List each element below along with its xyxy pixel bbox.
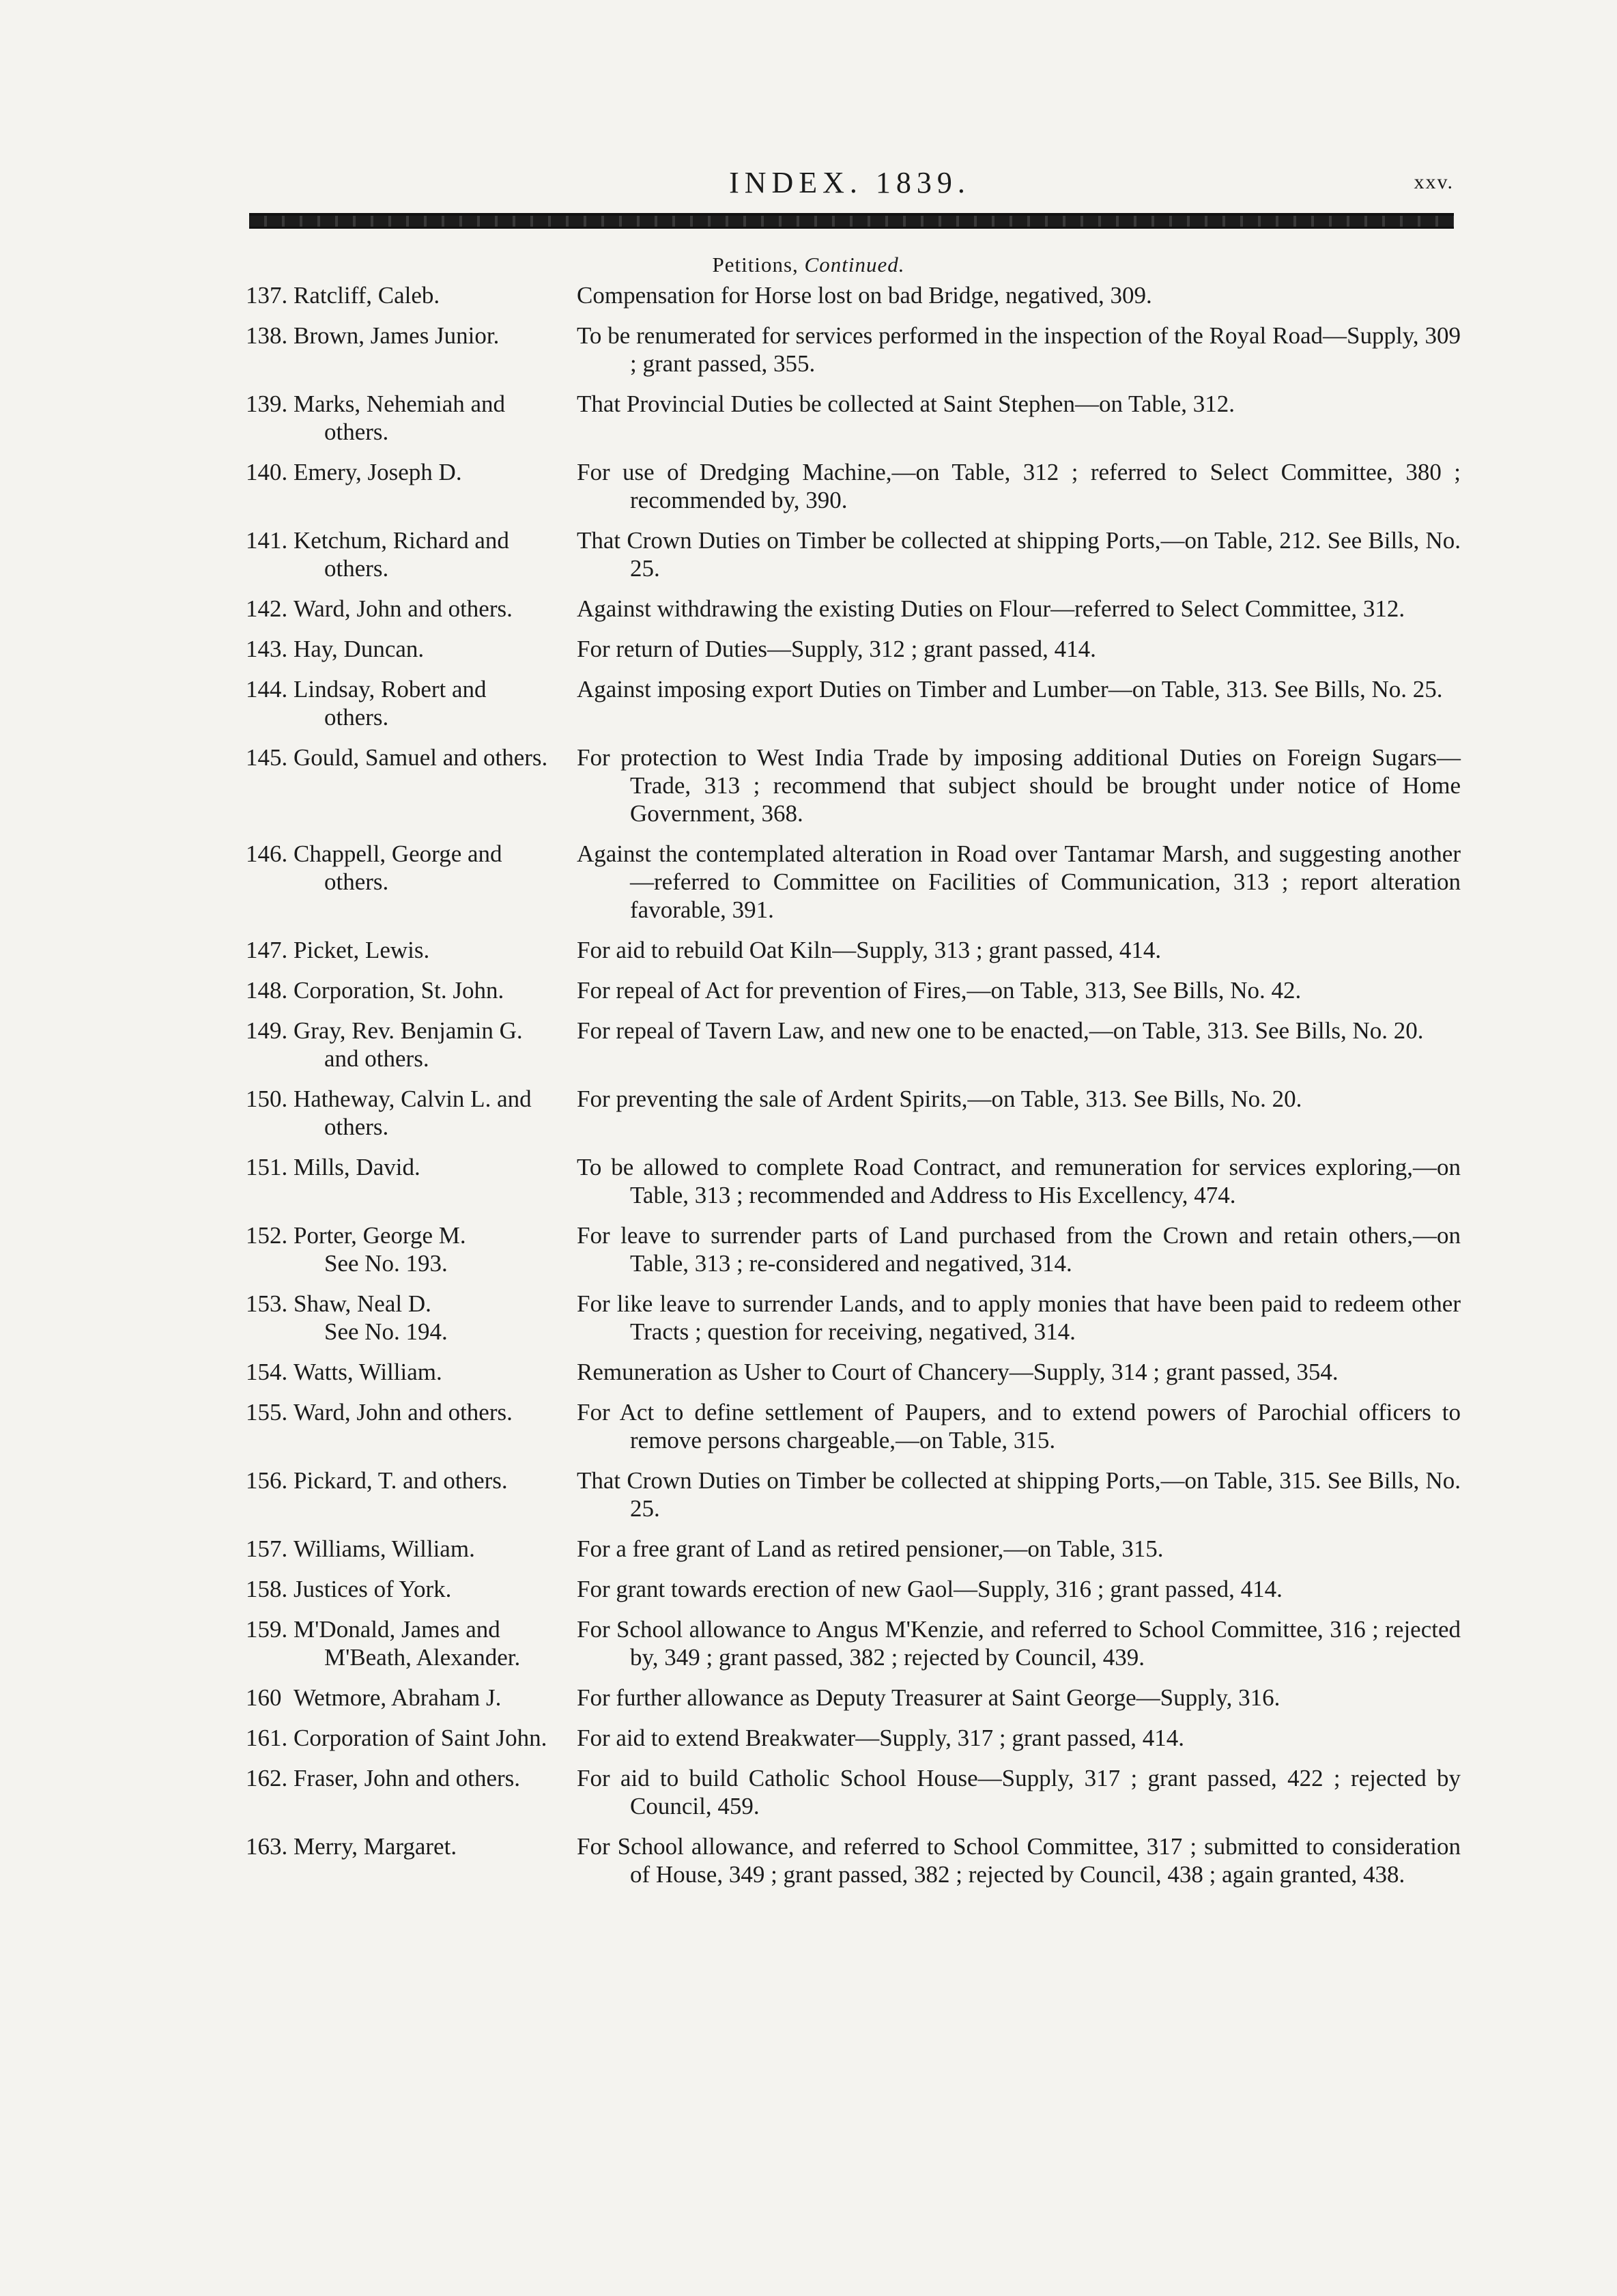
petitioner	[246, 743, 577, 827]
list-item	[246, 1684, 1461, 1712]
petitioner	[246, 1017, 577, 1073]
entry-number: 153.	[246, 1290, 288, 1317]
petitioner-name: Williams, William.	[294, 1535, 475, 1562]
petitioner-name: M'Donald, James and	[294, 1616, 500, 1643]
entry-number: 155.	[246, 1399, 288, 1426]
entry-number: 140.	[246, 459, 288, 485]
list-item	[246, 1832, 1461, 1888]
petitioner-name: Watts, William.	[294, 1359, 442, 1385]
petitioner-name: Gould, Samuel and others.	[294, 744, 548, 771]
list-item	[246, 1535, 1461, 1563]
petition-subject: For aid to rebuild Oat Kiln—Supply, 313 ; grant passed, 414.	[577, 937, 1162, 963]
petition-subject: For preventing the sale of Ardent Spirits,—on Table, 313. See Bills, No. 20.	[577, 1086, 1302, 1112]
entry-number: 146.	[246, 840, 288, 867]
petitioner-name: Fraser, John and others.	[294, 1765, 521, 1791]
petitioner	[246, 1684, 577, 1712]
list-item	[246, 1764, 1461, 1820]
petitioner	[246, 1615, 577, 1671]
entry-number: 144.	[246, 676, 288, 703]
petitioner-name-continued: others.	[324, 1114, 389, 1140]
petitioner-name-continued: M'Beath, Alexander.	[324, 1644, 521, 1671]
petitioner-name: Hay, Duncan.	[294, 636, 425, 662]
petition-list	[246, 281, 1461, 1901]
petition-subject: For aid to build Catholic School House—Supply, 317 ; grant passed, 422 ; rejected by Council, 459.	[577, 1765, 1461, 1819]
entry-number: 139.	[246, 391, 288, 417]
petition-subject: For grant towards erection of new Gaol—Supply, 316 ; grant passed, 414.	[577, 1576, 1283, 1602]
petitioner-name: Porter, George M.	[294, 1222, 466, 1249]
list-item	[246, 743, 1461, 827]
entry-number: 142.	[246, 595, 288, 622]
petitioner-name: Ratcliff, Caleb.	[294, 282, 440, 309]
petitioner-name-continued: others.	[324, 868, 389, 895]
petition-subject: For use of Dredging Machine,—on Table, 312 ; referred to Select Committee, 380 ; recommended by, 390.	[577, 459, 1461, 513]
list-item	[246, 976, 1461, 1004]
petitioner-name: Ketchum, Richard and	[294, 527, 509, 554]
petitioner	[246, 936, 577, 964]
petition-subject: For Act to define settlement of Paupers, and to extend powers of Parochial officers to remove persons chargeable,—on Table, 315.	[577, 1399, 1461, 1454]
petitioner-name: Corporation, St. John.	[294, 977, 504, 1004]
list-item	[246, 1398, 1461, 1454]
petitioner	[246, 1466, 577, 1522]
page-number: xxv.	[1414, 171, 1454, 193]
petition-subject: For repeal of Act for prevention of Fires,—on Table, 313, See Bills, No. 42.	[577, 977, 1302, 1004]
petition-subject: Against withdrawing the existing Duties on Flour—referred to Select Committee, 312.	[577, 595, 1405, 622]
list-item	[246, 1724, 1461, 1752]
list-item	[246, 1017, 1461, 1073]
petitioner	[246, 675, 577, 731]
petition-subject: Remuneration as Usher to Court of Chancery—Supply, 314 ; grant passed, 354.	[577, 1359, 1339, 1385]
petitioner	[246, 1724, 577, 1752]
petition-subject: That Provincial Duties be collected at Saint Stephen—on Table, 312.	[577, 391, 1235, 417]
petitioner-name-continued: See No. 193.	[324, 1250, 448, 1277]
petition-subject: For School allowance, and referred to School Committee, 317 ; submitted to consideration of House, 349 ; grant passed, 382 ; rejected by Council, 438 ; again granted, 438.	[577, 1833, 1461, 1888]
petitioner-name: Hatheway, Calvin L. and	[294, 1086, 532, 1112]
petitioner	[246, 976, 577, 1004]
list-item	[246, 1085, 1461, 1141]
petitioner	[246, 1358, 577, 1386]
entry-number: 151.	[246, 1154, 288, 1180]
petitioner	[246, 390, 577, 446]
list-item	[246, 1358, 1461, 1386]
petitioner	[246, 1085, 577, 1141]
petitioner-name: Shaw, Neal D.	[294, 1290, 431, 1317]
entry-number: 156.	[246, 1467, 288, 1494]
petitioner	[246, 322, 577, 378]
petitioner	[246, 526, 577, 582]
page-header	[246, 165, 1454, 206]
petition-subject: Against the contemplated alteration in Road over Tantamar Marsh, and suggesting another—referred to Committee on Facilities of Communication, 313 ; report alteration favorable, 391.	[577, 840, 1461, 923]
entry-number: 150.	[246, 1086, 288, 1112]
entry-number: 154.	[246, 1359, 288, 1385]
petitioner	[246, 1575, 577, 1603]
entry-number: 162.	[246, 1765, 288, 1791]
petition-subject: For repeal of Tavern Law, and new one to be enacted,—on Table, 313. See Bills, No. 20.	[577, 1017, 1424, 1044]
petitioner	[246, 635, 577, 663]
list-item	[246, 936, 1461, 964]
entry-number: 138.	[246, 322, 288, 349]
petition-subject: Compensation for Horse lost on bad Bridge, negatived, 309.	[577, 282, 1152, 309]
petition-subject: That Crown Duties on Timber be collected at shipping Ports,—on Table, 315. See Bills, No. 25.	[577, 1467, 1461, 1522]
petitioner	[246, 1764, 577, 1820]
petition-subject: For protection to West India Trade by imposing additional Duties on Foreign Sugars—Trade, 313 ; recommend that subject should be brought under notice of Home Government, 368.	[577, 744, 1461, 827]
petition-subject: For a free grant of Land as retired pensioner,—on Table, 315.	[577, 1535, 1164, 1562]
list-item	[246, 281, 1461, 309]
petitioner-name-continued: others.	[324, 555, 389, 582]
petitioner	[246, 1535, 577, 1563]
petitioner-name: Merry, Margaret.	[294, 1833, 457, 1860]
petition-subject: To be allowed to complete Road Contract, and remuneration for services exploring,—on Table, 313 ; recommended and Address to His Excellency, 474.	[577, 1154, 1461, 1208]
list-item	[246, 1575, 1461, 1603]
petitioner-name: Ward, John and others.	[294, 1399, 513, 1426]
petition-subject: That Crown Duties on Timber be collected at shipping Ports,—on Table, 212. See Bills, No. 25.	[577, 527, 1461, 582]
petition-subject: For aid to extend Breakwater—Supply, 317 ; grant passed, 414.	[577, 1725, 1185, 1751]
list-item	[246, 635, 1461, 663]
entry-number: 163.	[246, 1833, 288, 1860]
petitioner-name: Marks, Nehemiah and	[294, 391, 506, 417]
entry-number: 149.	[246, 1017, 288, 1044]
petitioner-name: Justices of York.	[294, 1576, 452, 1602]
list-item	[246, 1290, 1461, 1346]
petitioner-name: Mills, David.	[294, 1154, 420, 1180]
petitioner-name: Lindsay, Robert and	[294, 676, 487, 703]
entry-number: 137.	[246, 282, 288, 309]
petitioner-name: Wetmore, Abraham J.	[294, 1684, 502, 1711]
list-item	[246, 390, 1461, 446]
entry-number: 143.	[246, 636, 288, 662]
list-item	[246, 595, 1461, 623]
petitioner-name: Corporation of Saint John.	[294, 1725, 547, 1751]
petition-subject: For leave to surrender parts of Land purchased from the Crown and retain others,—on Table, 313 ; re-considered and negatived, 314.	[577, 1222, 1461, 1277]
list-item	[246, 322, 1461, 378]
section-continued: Continued.	[804, 253, 905, 277]
entry-number: 159.	[246, 1616, 288, 1643]
list-item	[246, 1153, 1461, 1209]
petitioner-name-continued: See No. 194.	[324, 1318, 448, 1345]
petition-subject: For like leave to surrender Lands, and to apply monies that have been paid to redeem other Tracts ; question for receiving, negatived, 314.	[577, 1290, 1461, 1345]
petitioner	[246, 595, 577, 623]
petitioner-name-continued: others.	[324, 704, 389, 731]
petitioner-name-continued: and others.	[324, 1045, 429, 1072]
petitioner	[246, 1221, 577, 1277]
petitioner-name: Gray, Rev. Benjamin G.	[294, 1017, 523, 1044]
list-item	[246, 458, 1461, 514]
list-item	[246, 840, 1461, 924]
petitioner	[246, 281, 577, 309]
entry-number: 161.	[246, 1725, 288, 1751]
petition-subject: For return of Duties—Supply, 312 ; grant passed, 414.	[577, 636, 1096, 662]
petitioner-name: Brown, James Junior.	[294, 322, 500, 349]
entry-number: 160	[246, 1684, 282, 1711]
petitioner-name-continued: others.	[324, 419, 389, 445]
section-title: Petitions,	[712, 253, 799, 277]
entry-number: 148.	[246, 977, 288, 1004]
list-item	[246, 675, 1461, 731]
petitioner	[246, 840, 577, 924]
petitioner-name: Pickard, T. and others.	[294, 1467, 508, 1494]
entry-number: 158.	[246, 1576, 288, 1602]
entry-number: 152.	[246, 1222, 288, 1249]
list-item	[246, 1466, 1461, 1522]
petition-subject: Against imposing export Duties on Timber and Lumber—on Table, 313. See Bills, No. 25.	[577, 676, 1443, 703]
petitioner-name: Ward, John and others.	[294, 595, 513, 622]
entry-number: 157.	[246, 1535, 288, 1562]
petition-subject: For further allowance as Deputy Treasurer at Saint George—Supply, 316.	[577, 1684, 1280, 1711]
header-rule	[249, 213, 1454, 229]
entry-number: 145.	[246, 744, 288, 771]
list-item	[246, 1221, 1461, 1277]
petitioner	[246, 1290, 577, 1346]
page-title: INDEX. 1839.	[729, 166, 971, 199]
petition-subject: To be renumerated for services performed in the inspection of the Royal Road—Supply, 309 ; grant passed, 355.	[577, 322, 1461, 377]
petitioner	[246, 1153, 577, 1209]
petitioner-name: Emery, Joseph D.	[294, 459, 462, 485]
section-heading	[0, 253, 1617, 277]
list-item	[246, 526, 1461, 582]
list-item	[246, 1615, 1461, 1671]
entry-number: 141.	[246, 527, 288, 554]
petitioner	[246, 1832, 577, 1888]
petition-subject: For School allowance to Angus M'Kenzie, and referred to School Committee, 316 ; rejected by, 349 ; grant passed, 382 ; rejected by Council, 439.	[577, 1616, 1461, 1671]
petitioner-name: Chappell, George and	[294, 840, 502, 867]
petitioner	[246, 458, 577, 514]
entry-number: 147.	[246, 937, 288, 963]
petitioner	[246, 1398, 577, 1454]
petitioner-name: Picket, Lewis.	[294, 937, 430, 963]
